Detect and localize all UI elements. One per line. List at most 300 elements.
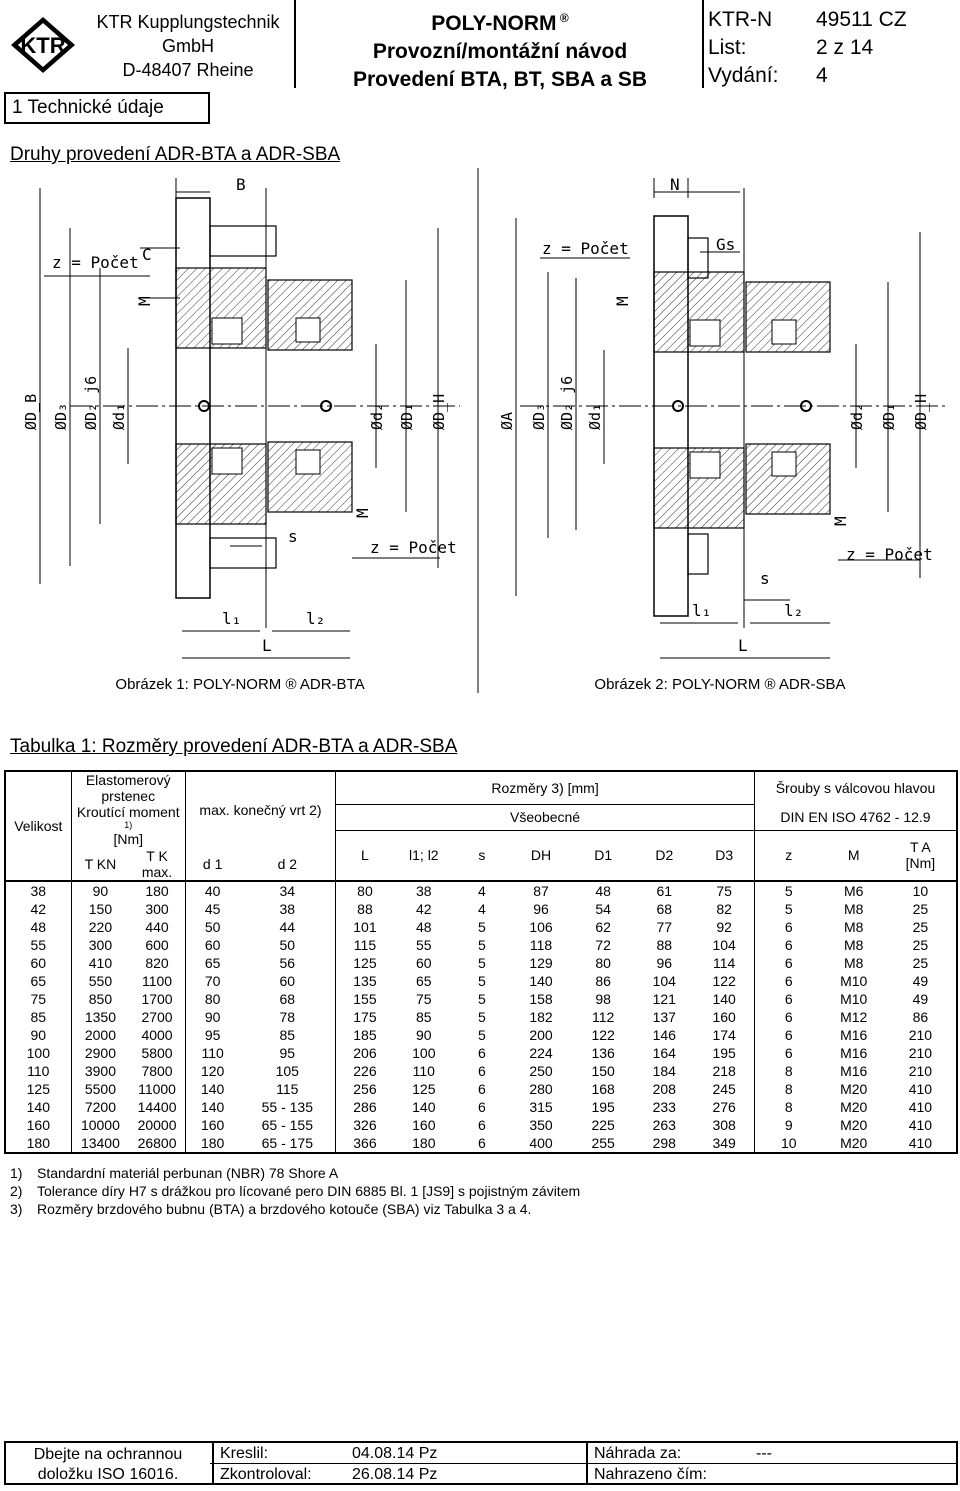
label-l1: l₁ [222, 609, 242, 628]
table-cell: 56 [279, 955, 296, 971]
table-cell: 75 [416, 991, 432, 1007]
table-cell: 1700 [141, 991, 173, 1007]
table-cell: 5 [478, 919, 486, 935]
table-row [5, 1044, 957, 1062]
table-cell: 60 [185, 936, 239, 954]
table-row [5, 1062, 957, 1080]
table-cell: 136 [591, 1045, 615, 1061]
technical-drawings [0, 168, 960, 708]
section-title: 1 Technické údaje [4, 92, 210, 124]
header-d2-outer: D2 [634, 830, 694, 881]
header-L: L [336, 830, 394, 881]
table-cell: 210 [908, 1063, 933, 1079]
table-cell: 50 [185, 918, 239, 936]
table-cell: 6 [754, 954, 822, 972]
table-cell: 50 [279, 937, 296, 953]
document-footer [4, 1441, 958, 1485]
table-cell: 160 [185, 1116, 239, 1134]
table-cell: 77 [656, 919, 673, 935]
table-cell: 25 [912, 919, 929, 935]
table-cell: 25 [912, 901, 929, 917]
table-cell: 410 [71, 954, 129, 972]
header-d1-outer: D1 [572, 830, 634, 881]
table-cell: 160 [712, 1009, 736, 1025]
table-cell: 850 [71, 990, 129, 1008]
label-dia-d2j6: ØD₂ j6 [558, 375, 576, 430]
table-cell: 80 [595, 955, 611, 971]
document-title-block [300, 4, 700, 94]
footer-replace-value: --- [756, 1445, 772, 1462]
table-cell: 8 [754, 1098, 822, 1116]
label-dia-d2: Ød₂ [848, 402, 866, 430]
table-cell: 400 [529, 1135, 553, 1151]
table-cell: 34 [279, 883, 296, 899]
table-cell: 410 [908, 1117, 933, 1133]
table-cell: 146 [652, 1027, 676, 1043]
table-cell: 1350 [71, 1008, 129, 1026]
meta-key: KTR-N [708, 8, 773, 31]
header-z: z [754, 830, 822, 881]
table-cell: 140 [412, 1099, 436, 1115]
meta-value: 49511 CZ [816, 8, 907, 31]
table-cell: M8 [843, 937, 864, 953]
table-cell: 180 [26, 1135, 50, 1151]
table-cell: 10 [912, 883, 929, 899]
header-m: M [823, 830, 885, 881]
table-cell: 45 [185, 900, 239, 918]
table-cell: 256 [336, 1080, 394, 1098]
table-cell: 5 [754, 900, 822, 918]
table-cell: 224 [529, 1045, 553, 1061]
table-cell: 4 [478, 901, 486, 917]
table-cell: 90 [71, 881, 129, 900]
table-cell: 175 [336, 1008, 394, 1026]
label-l1: l₁ [692, 601, 712, 620]
table-cell: 255 [591, 1135, 615, 1151]
table-cell: 86 [595, 973, 611, 989]
table-cell: 600 [145, 937, 169, 953]
table-cell: 410 [908, 1135, 933, 1151]
table-cell: 20000 [137, 1117, 177, 1133]
label-N: N [670, 175, 680, 194]
table-cell: 180 [185, 1134, 239, 1153]
registered-mark: ® [556, 11, 569, 25]
header-torque: Kroutící moment 1) [71, 804, 185, 830]
table-cell: 87 [533, 883, 549, 899]
product-name: POLY-NORM [431, 12, 557, 35]
header-dh: DH [510, 830, 572, 881]
table-cell: 60 [30, 955, 47, 971]
header-d3: D3 [694, 830, 754, 881]
table-cell: 182 [529, 1009, 553, 1025]
table-cell: 65 - 155 [261, 1117, 313, 1133]
header-d1: d 1 [185, 848, 239, 881]
label-L: L [262, 636, 272, 655]
table-cell: 38 [279, 901, 296, 917]
table-cell: 410 [908, 1081, 933, 1097]
table-row [5, 936, 957, 954]
company-form: GmbH [161, 36, 214, 56]
table-cell: 5 [754, 881, 822, 900]
table-cell: 820 [145, 955, 169, 971]
meta-key: Vydání: [708, 64, 779, 87]
table-cell: M6 [843, 883, 864, 899]
header-din: DIN EN ISO 4762 - 12.9 [754, 804, 957, 830]
table-cell: M16 [840, 1063, 868, 1079]
table-cell: 218 [712, 1063, 736, 1079]
table-cell: 6 [754, 990, 822, 1008]
label-l2: l₂ [784, 601, 804, 620]
table-cell: 55 [416, 937, 432, 953]
table-cell: 2900 [71, 1044, 129, 1062]
table-cell: 5 [478, 1009, 486, 1025]
table-cell: 210 [908, 1045, 933, 1061]
table-row [5, 881, 957, 900]
table-cell: 158 [529, 991, 553, 1007]
table-cell: M20 [840, 1099, 868, 1115]
table-cell: 140 [185, 1080, 239, 1098]
table-cell: 180 [145, 883, 169, 899]
table-cell: 48 [595, 883, 611, 899]
header-general: Všeobecné [336, 804, 755, 830]
table-cell: 6 [478, 1135, 486, 1151]
header-s: s [454, 830, 510, 881]
table-cell: 49 [912, 991, 929, 1007]
table-cell: 195 [591, 1099, 615, 1115]
label-dia-d3: ØD₃ [530, 402, 548, 430]
table-cell: 5 [478, 955, 486, 971]
table-cell: M12 [840, 1009, 868, 1025]
table-cell: 65 - 175 [261, 1135, 313, 1151]
table-cell: 5 [478, 991, 486, 1007]
table-cell: 85 [30, 1009, 47, 1025]
label-M: M [353, 508, 372, 518]
table-cell: 6 [478, 1063, 486, 1079]
footer-labels: Kreslil: Zkontroloval: [220, 1445, 312, 1483]
header-nm: [Nm] [71, 830, 185, 848]
table-cell: 220 [71, 918, 129, 936]
table-cell: 5800 [141, 1045, 173, 1061]
table-cell: 98 [595, 991, 611, 1007]
ktr-logo [10, 16, 76, 74]
footnotes [10, 1164, 580, 1218]
table-cell: 164 [652, 1045, 676, 1061]
company-name: KTR Kupplungstechnik [96, 12, 280, 32]
table-cell: 106 [529, 919, 553, 935]
table-cell: 7200 [71, 1098, 129, 1116]
table-cell: 140 [712, 991, 736, 1007]
table-cell: 6 [478, 1081, 486, 1097]
table-cell: 110 [27, 1063, 50, 1079]
header-max-bore: max. konečný vrt 2) [185, 771, 335, 848]
label-M: M [135, 296, 154, 306]
label-B: B [236, 175, 246, 194]
table-cell: 54 [595, 901, 611, 917]
table-cell: 226 [336, 1062, 394, 1080]
table-cell: 6 [478, 1045, 486, 1061]
table-cell: 233 [652, 1099, 676, 1115]
label-l2: l₂ [306, 609, 326, 628]
table-cell: 366 [336, 1134, 394, 1153]
meta-key: List: [708, 36, 747, 59]
table-cell: 95 [185, 1026, 239, 1044]
table-cell: 168 [591, 1081, 615, 1097]
meta-value: 4 [816, 64, 828, 87]
table-row [5, 990, 957, 1008]
table-cell: 263 [652, 1117, 676, 1133]
table-cell: 6 [478, 1117, 486, 1133]
header-dimensions: Rozměry 3) [mm] [336, 771, 755, 804]
dimensions-table [4, 770, 958, 1154]
table-cell: 160 [412, 1117, 436, 1133]
table-cell: 1100 [141, 973, 173, 989]
table-body [5, 881, 957, 1153]
header-screws: Šrouby s válcovou hlavou [754, 771, 957, 804]
table-cell: 115 [336, 936, 394, 954]
table-cell: 9 [754, 1116, 822, 1134]
table-cell: 55 [30, 937, 47, 953]
table-cell: 80 [185, 990, 239, 1008]
table-cell: 6 [754, 1008, 822, 1026]
table-cell: 5 [478, 973, 486, 989]
table-cell: 105 [275, 1063, 299, 1079]
header-tkn: T KN [71, 848, 129, 881]
table-cell: 60 [416, 955, 432, 971]
table-cell: 13400 [71, 1134, 129, 1153]
table-cell: 90 [185, 1008, 239, 1026]
label-dia-db: ØD_B [22, 393, 40, 430]
table-cell: 38 [416, 883, 432, 899]
table-cell: 180 [412, 1135, 436, 1151]
label-Gs: Gs [716, 235, 736, 254]
table-row [5, 954, 957, 972]
table-row [5, 1026, 957, 1044]
figure1-caption: Obrázek 1: POLY-NORM ® ADR-BTA [115, 676, 365, 693]
table-cell: 140 [529, 973, 553, 989]
table-cell: 150 [71, 900, 129, 918]
table-cell: 125 [412, 1081, 436, 1097]
table-cell: 122 [591, 1027, 615, 1043]
footer-replace-labels: Náhrada za: Nahrazeno čím: [594, 1445, 707, 1483]
table-row [5, 900, 957, 918]
table-cell: M8 [843, 955, 864, 971]
table-cell: 5500 [71, 1080, 129, 1098]
table-cell: 100 [412, 1045, 436, 1061]
table-cell: 250 [529, 1063, 553, 1079]
table-cell: 96 [533, 901, 549, 917]
table-cell: 2000 [71, 1026, 129, 1044]
figure2-caption: Obrázek 2: POLY-NORM ® ADR-SBA [594, 676, 846, 693]
table-cell: 10 [754, 1134, 822, 1153]
document-title: Provozní/montážní návod [372, 40, 628, 63]
table-cell: 112 [592, 1009, 615, 1025]
document-header [0, 0, 960, 91]
table-cell: 200 [529, 1027, 553, 1043]
table-cell: 5 [478, 937, 486, 953]
table-cell: 75 [716, 883, 732, 899]
table-cell: 88 [656, 937, 673, 953]
table-cell: 11000 [138, 1081, 176, 1097]
table-cell: 25 [912, 937, 929, 953]
meta-value: 2 z 14 [816, 36, 874, 59]
table-row [5, 1134, 957, 1153]
table-cell: 125 [26, 1081, 50, 1097]
table-cell: 315 [529, 1099, 553, 1115]
table-cell: M10 [840, 991, 868, 1007]
table-cell: 326 [336, 1116, 394, 1134]
table-cell: M16 [840, 1045, 868, 1061]
table-cell: 85 [416, 1009, 432, 1025]
table-cell: 3900 [71, 1062, 129, 1080]
table-cell: 121 [652, 991, 676, 1007]
header-ta: T A [Nm] [885, 830, 957, 881]
table-cell: 350 [529, 1117, 553, 1133]
header-l1-l2: l1; l2 [394, 830, 454, 881]
header-divider [702, 0, 704, 88]
table-cell: 26800 [137, 1135, 177, 1151]
table-cell: 7800 [141, 1063, 173, 1079]
table-cell: 6 [478, 1099, 486, 1115]
table-cell: 150 [591, 1063, 615, 1079]
table-cell: 2700 [141, 1009, 173, 1025]
table-cell: 100 [26, 1045, 50, 1061]
table-row [5, 1080, 957, 1098]
table-cell: 137 [652, 1009, 676, 1025]
table-cell: 6 [754, 972, 822, 990]
table-cell: 82 [716, 901, 732, 917]
table-cell: 70 [185, 972, 239, 990]
table-cell: 6 [754, 1044, 822, 1062]
table-cell: 55 - 135 [261, 1099, 313, 1115]
table-cell: 65 [416, 973, 432, 989]
table-cell: M20 [840, 1117, 868, 1133]
table-cell: M16 [840, 1027, 868, 1043]
table-cell: 65 [185, 954, 239, 972]
label-dia-D1: ØD₁ [880, 402, 898, 430]
table-cell: 48 [416, 919, 432, 935]
table-cell: 410 [908, 1099, 933, 1115]
label-z-count: z = Počet [370, 538, 457, 557]
table-cell: 95 [279, 1045, 296, 1061]
table-cell: 8 [754, 1062, 822, 1080]
table-cell: 195 [712, 1045, 736, 1061]
table-cell: 90 [30, 1027, 47, 1043]
header-tkmax: T K max. [141, 848, 173, 880]
table-cell: 225 [591, 1117, 615, 1133]
table-cell: 6 [754, 918, 822, 936]
table-row [5, 918, 957, 936]
table-cell: 298 [652, 1135, 676, 1151]
table-cell: 86 [912, 1009, 929, 1025]
table-cell: 120 [185, 1062, 239, 1080]
table-cell: 286 [336, 1098, 394, 1116]
table-cell: 110 [185, 1044, 239, 1062]
table-cell: 129 [529, 955, 553, 971]
label-dia-d2j6: ØD₂ j6 [82, 375, 100, 430]
label-C: C [142, 245, 152, 264]
table-cell: 308 [712, 1117, 736, 1133]
label-z-count: z = Počet [52, 253, 139, 272]
table-cell: 88 [336, 900, 394, 918]
table-cell: 61 [656, 883, 673, 899]
label-s: s [288, 527, 298, 546]
label-dia-d3: ØD₃ [52, 402, 70, 430]
footer-row-line [210, 1463, 958, 1464]
label-dia-d1: Ød₁ [110, 402, 128, 430]
table-cell: 155 [336, 990, 394, 1008]
table-cell: 440 [145, 919, 169, 935]
table-cell: 210 [908, 1027, 933, 1043]
table-cell: 90 [416, 1027, 432, 1043]
table-cell: 65 [30, 973, 47, 989]
table-cell: 49 [912, 973, 929, 989]
table-cell: 60 [279, 973, 296, 989]
table-cell: M8 [843, 901, 864, 917]
table-cell: 550 [71, 972, 129, 990]
label-s: s [760, 569, 770, 588]
footer-dates: 04.08.14 Pz 26.08.14 Pz [352, 1445, 438, 1483]
table-cell: 300 [71, 936, 129, 954]
table-cell: 300 [145, 901, 169, 917]
table-cell: 185 [336, 1026, 394, 1044]
table-cell: 42 [416, 901, 432, 917]
company-block [86, 10, 290, 82]
table-row [5, 972, 957, 990]
table-cell: 184 [652, 1063, 676, 1079]
label-dia-D1: ØD₁ [398, 402, 416, 430]
header-d2: d 2 [277, 856, 298, 872]
header-divider [294, 0, 296, 88]
table-cell: 78 [279, 1009, 296, 1025]
table-cell: 160 [26, 1117, 50, 1133]
table-cell: 208 [652, 1081, 676, 1097]
table-cell: 38 [30, 883, 47, 899]
drawing-subtitle: Druhy provedení ADR-BTA a ADR-SBA [10, 144, 341, 165]
label-L: L [738, 636, 748, 655]
table-cell: 245 [712, 1081, 736, 1097]
table-cell: 276 [712, 1099, 736, 1115]
footnote: 2) Tolerance díry H7 s drážkou pro lícované pero DIN 6885 Bl. 1 [JS9] s pojistným závitem [10, 1183, 581, 1199]
table-cell: 101 [336, 918, 394, 936]
document-subtitle: Provedení BTA, BT, SBA a SB [352, 68, 648, 91]
table-cell: 206 [336, 1044, 394, 1062]
table-row [5, 1116, 957, 1134]
table-cell: 92 [716, 919, 732, 935]
label-dia-dh: ØD_H [430, 393, 448, 430]
table-cell: 8 [754, 1080, 822, 1098]
table-cell: 6 [754, 936, 822, 954]
footnote: 3) Rozměry brzdového bubnu (BTA) a brzdového kotouče (SBA) viz Tabulka 3 a 4. [10, 1201, 532, 1217]
table-cell: M10 [840, 973, 868, 989]
table-cell: 85 [279, 1027, 296, 1043]
table-cell: 44 [279, 919, 296, 935]
table-cell: 10000 [71, 1116, 129, 1134]
table-cell: 40 [185, 881, 239, 900]
label-dia-d1: Ød₁ [586, 402, 604, 430]
table-cell: M20 [840, 1081, 868, 1097]
label-dia-a: ØA [498, 411, 516, 430]
table-cell: 104 [652, 973, 676, 989]
label-z-count: z = Počet [542, 239, 629, 258]
table-cell: 48 [30, 919, 47, 935]
table-cell: 135 [336, 972, 394, 990]
table-cell: 68 [656, 901, 673, 917]
table-cell: 125 [336, 954, 394, 972]
table-cell: 280 [529, 1081, 553, 1097]
drawing-adr-sba [498, 175, 946, 658]
label-dia-d2: Ød₂ [368, 402, 386, 430]
header-elastomer: Elastomerový prstenec [71, 771, 185, 804]
